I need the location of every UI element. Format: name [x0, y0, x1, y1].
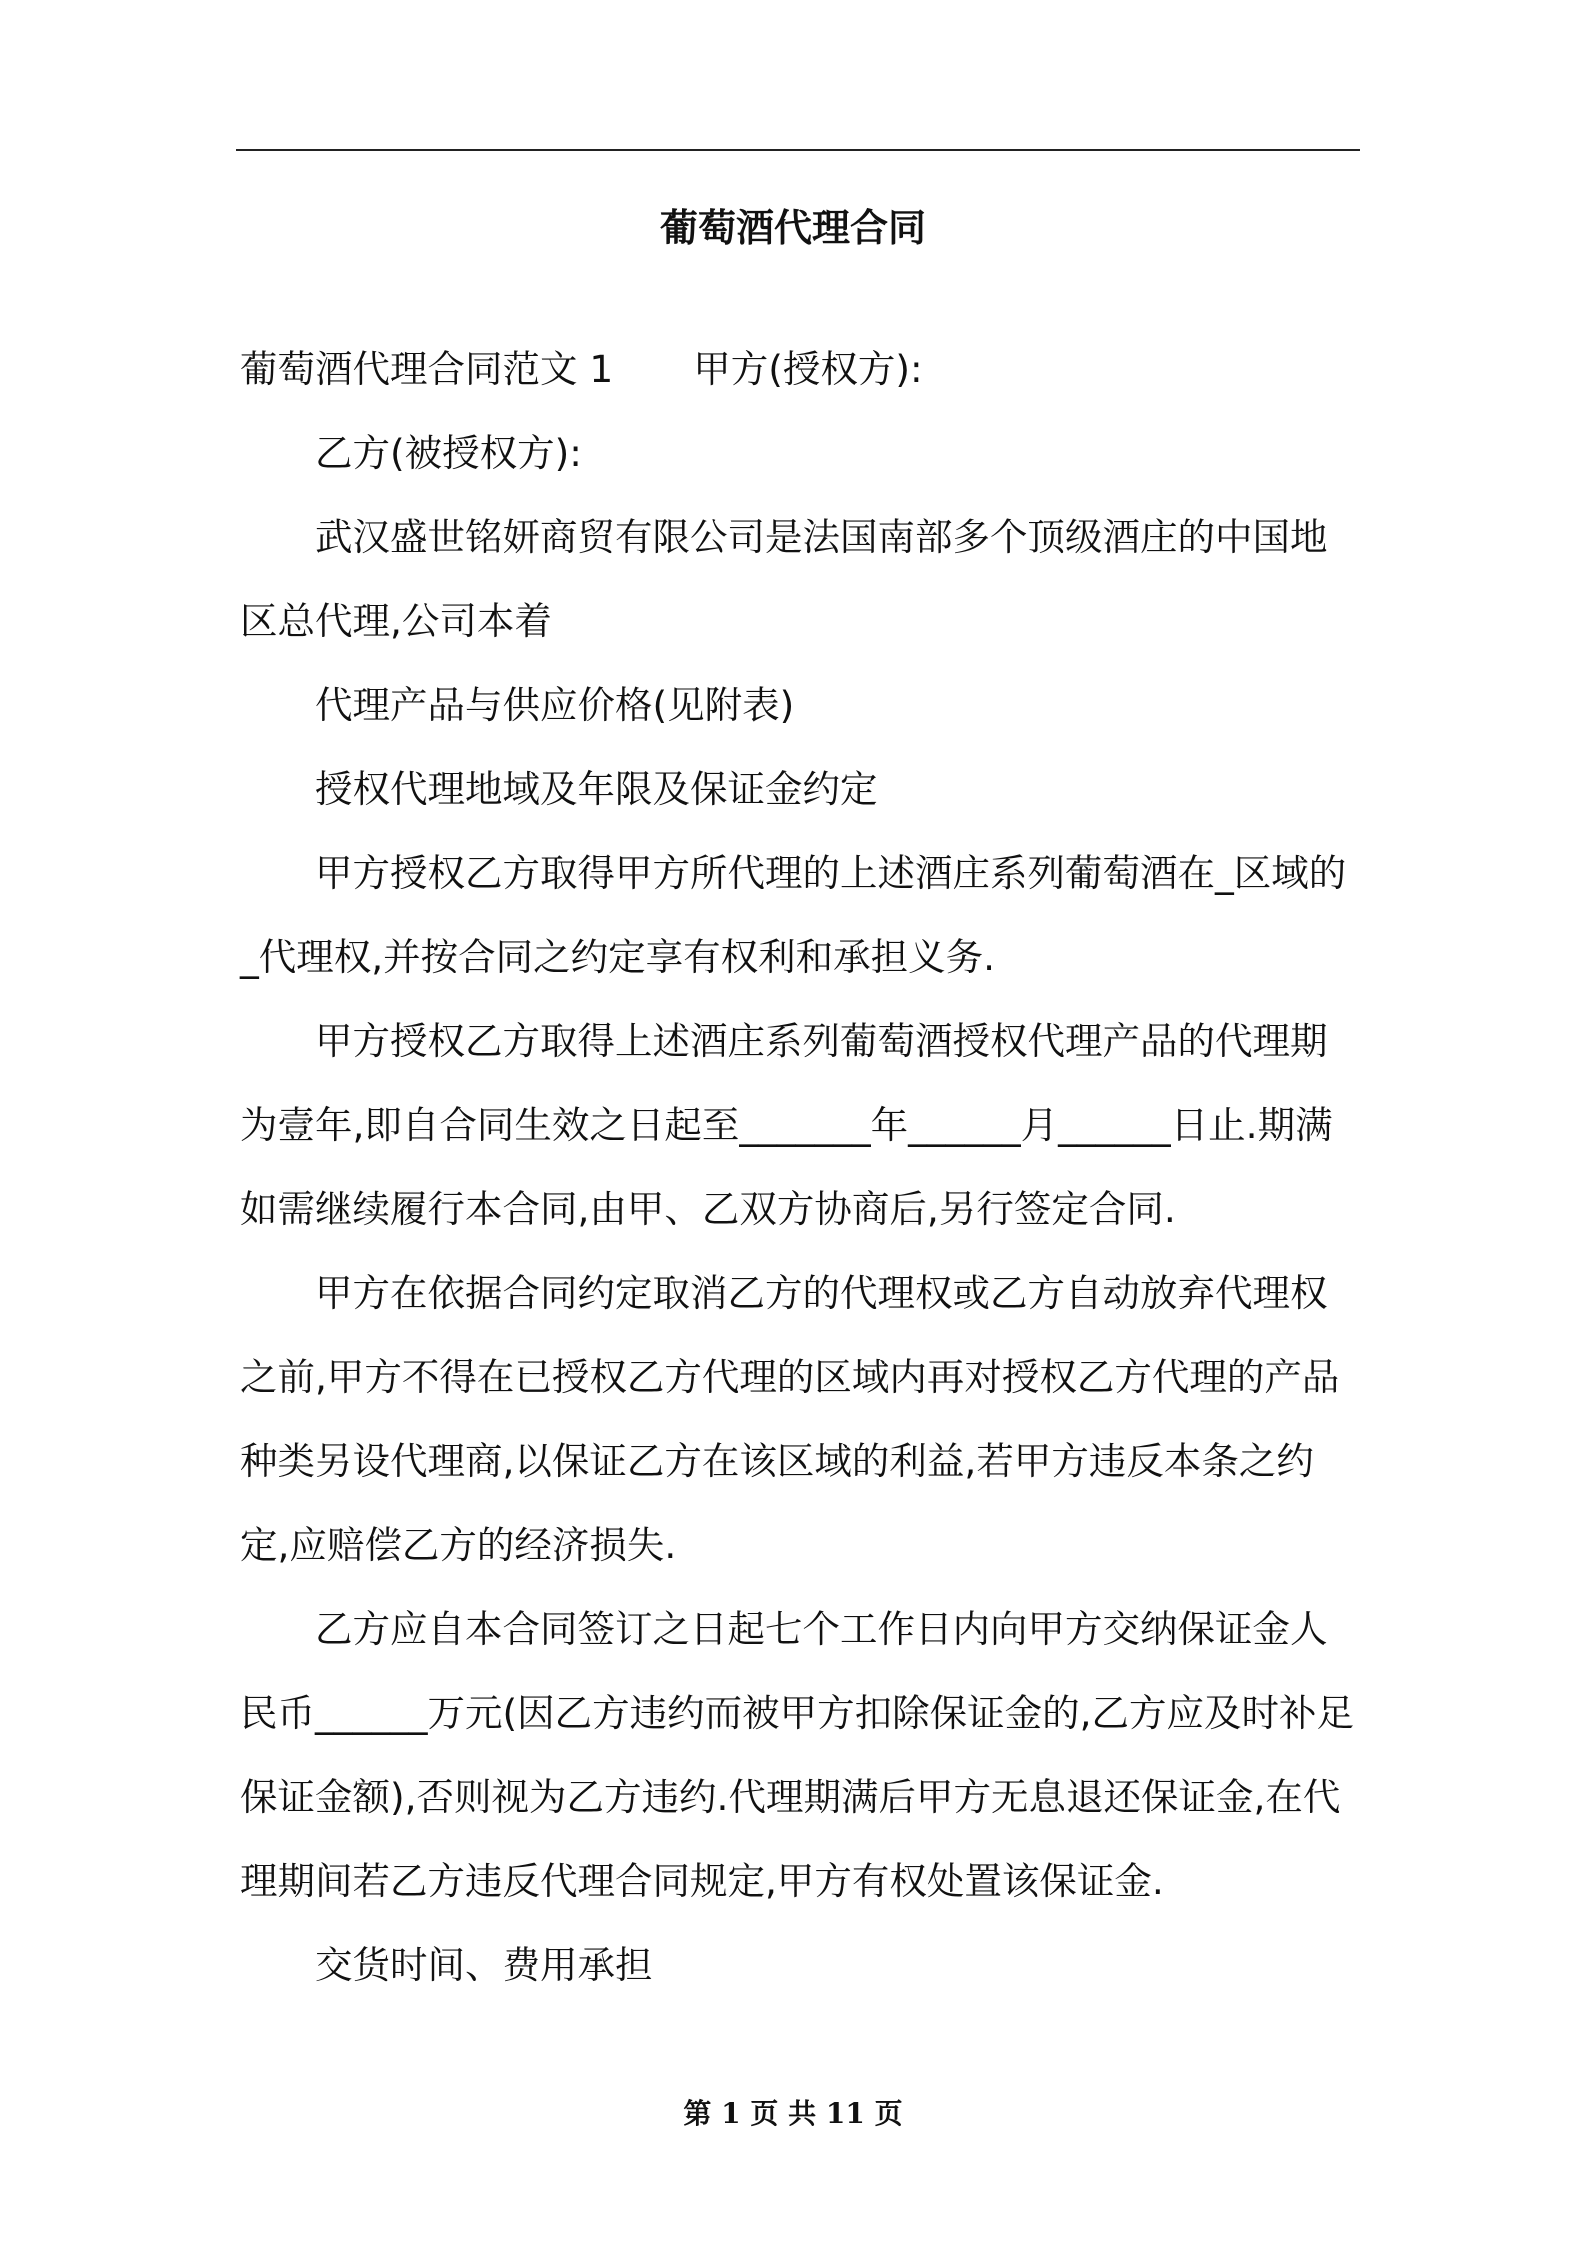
- paragraph-party-b: 乙方(被授权方):: [315, 431, 582, 475]
- paragraph-products-heading: 代理产品与供应价格(见附表): [315, 683, 795, 727]
- paragraph-deposit: 乙方应自本合同签订之日起七个工作日内向甲方交纳保证金人民币______万元(因乙方违约而被甲方扣除保证金的,乙方应及时补足保证金额),否则视为乙方违约.代理期满后甲方无息退还保证金,在代理期间若乙方违反代理合同规定,甲方有权处置该保证金.: [240, 1607, 1355, 1903]
- paragraph-term: 甲方授权乙方取得上述酒庄系列葡萄酒授权代理产品的代理期为壹年,即自合同生效之日起至_______年______月______日止.期满如需继续履行本合同,由甲、乙双方协商后,另行签定合同.: [240, 1019, 1333, 1231]
- paragraph-territory-grant: 甲方授权乙方取得甲方所代理的上述酒庄系列葡萄酒在_区域的_代理权,并按合同之约定享有权利和承担义务.: [240, 851, 1347, 979]
- document-body: [240, 327, 1360, 2007]
- paragraph-delivery-heading: 交货时间、费用承担: [315, 1943, 653, 1987]
- subtitle-text: 葡萄酒代理合同范文 1: [240, 347, 614, 391]
- paragraph-territory-heading: 授权代理地域及年限及保证金约定: [315, 767, 878, 811]
- document-title: 葡萄酒代理合同: [659, 206, 926, 250]
- header-rule: [236, 149, 1360, 151]
- paragraph-exclusivity: 甲方在依据合同约定取消乙方的代理权或乙方自动放弃代理权之前,甲方不得在已授权乙方代理的区域内再对授权乙方代理的产品种类另设代理商,以保证乙方在该区域的利益,若甲方违反本条之约定,应赔偿乙方的经济损失.: [240, 1271, 1340, 1567]
- paragraph-company-intro: 武汉盛世铭妍商贸有限公司是法国南部多个顶级酒庄的中国地区总代理,公司本着: [240, 515, 1328, 643]
- party-a-label: 甲方(授权方):: [693, 347, 923, 391]
- page-number: 第 1 页 共 11 页: [683, 2097, 903, 2130]
- first-line: [240, 327, 1360, 411]
